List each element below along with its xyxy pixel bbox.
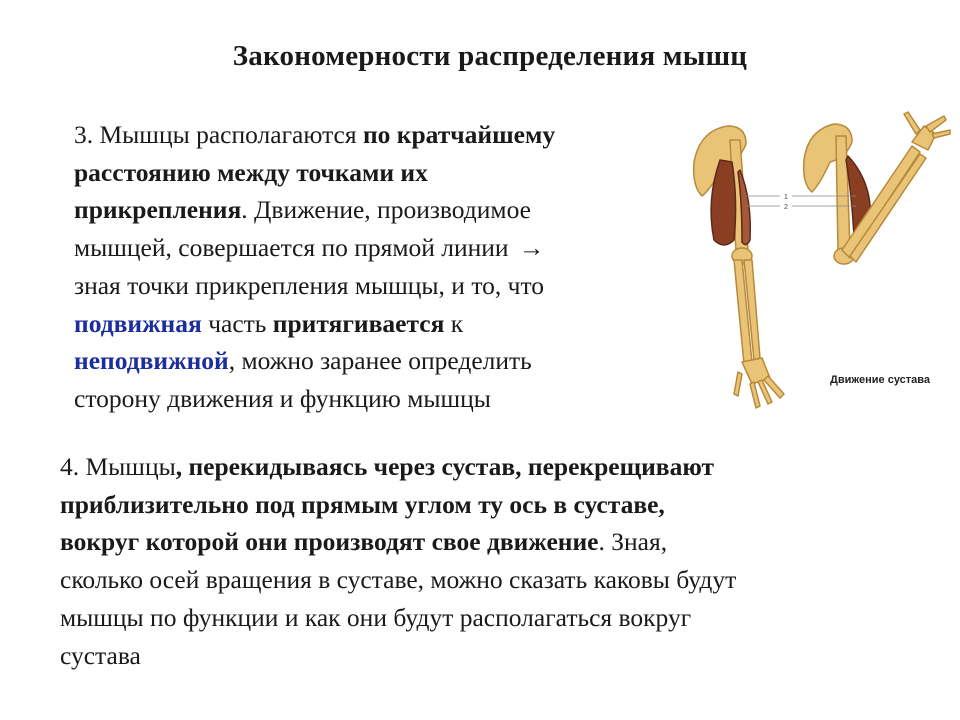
p4-line-3: вокруг которой они производят свое движение. Зная, [60,527,668,557]
p4-line-2: приблизительно под прямым углом ту ось в суставе, [60,489,665,519]
p3-line-4: мышцей, совершается по прямой линии → [74,229,680,267]
label-2: 2 [784,204,788,211]
right-finger [926,116,946,132]
p4-line-6: сустава [60,640,141,670]
slide-title: Закономерности распределения мышц [232,40,748,72]
figure-caption: Движение сустава [830,374,931,386]
p3-line-3: прикрепления. Движение, производимое [74,195,531,225]
p4-line-4: сколько осей вращения в суставе, можно сказать каковы будут [60,565,737,595]
left-finger [750,382,760,408]
paragraph-4 [60,448,920,674]
p3-line-8: сторону движения и функцию мышцы [74,383,491,413]
arrow-right-icon: → [518,233,545,263]
p4-line-5: мышцы по функции и как они будут располагаться вокруг [60,602,692,632]
p4-line-1: 4. Мышцы, перекидываясь через сустав, перекрещивают [60,452,714,481]
right-thumb [904,112,920,134]
p3-line-1: 3. Мышцы располагаются по кратчайшему [74,120,556,149]
p3-line-7: неподвижной, можно заранее определить [74,346,532,376]
arm-joint-illustration [680,100,958,418]
label-1: 1 [784,194,788,201]
right-humerus [836,136,850,252]
p3-line-5: зная точки прикрепления мышцы, и то, что [74,270,545,300]
paragraph-3 [74,116,680,418]
right-finger [932,130,950,138]
p3-line-2: расстоянию между точками их [74,157,428,187]
p3-line-6: подвижная часть притягивается к [74,308,464,338]
left-thumb [734,372,742,396]
